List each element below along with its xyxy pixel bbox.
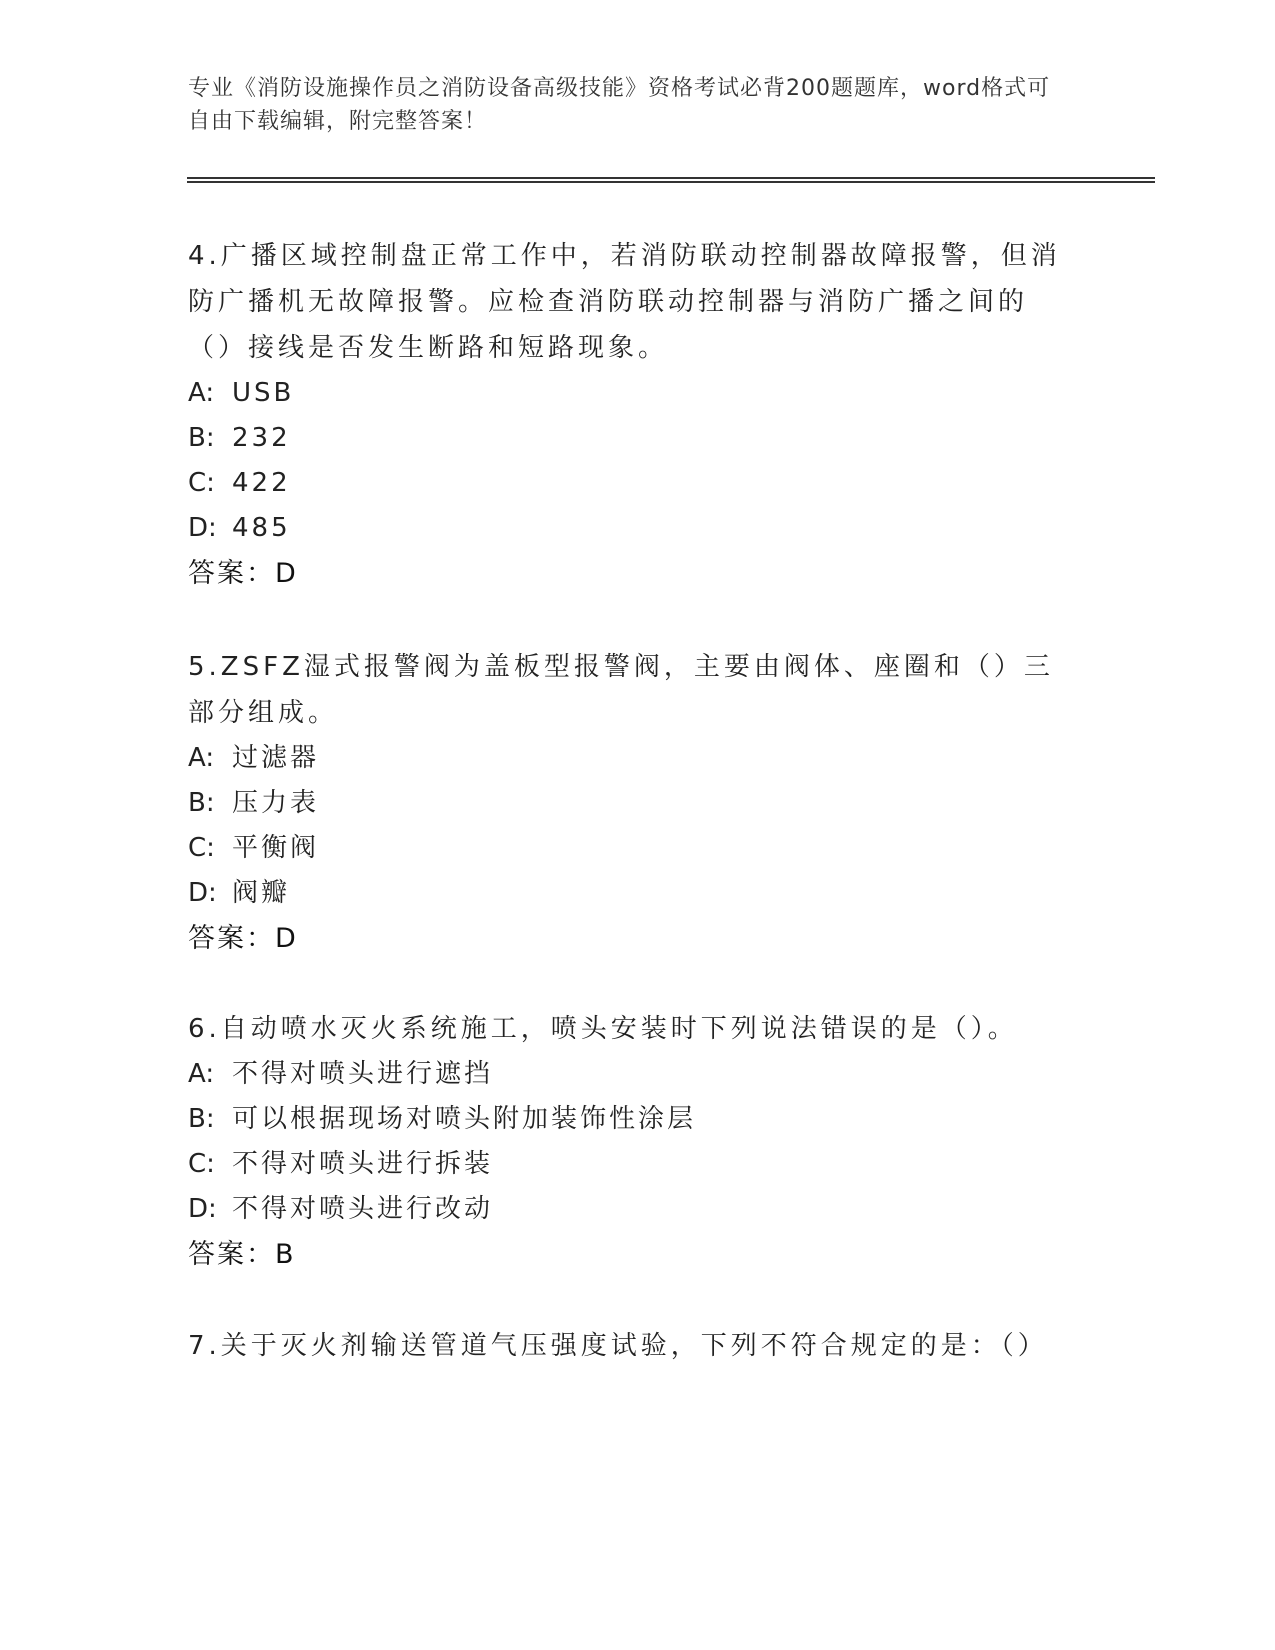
option-letter: D:	[188, 1194, 217, 1224]
option-d	[188, 871, 1068, 916]
option-b	[188, 1097, 1068, 1142]
option-a	[188, 736, 1068, 781]
question-stem: 4.广播区域控制盘正常工作中，若消防联动控制器故障报警，但消防广播机无故障报警。应检查消防联动控制器与消防广播之间的（）接线是否发生断路和短路现象。	[188, 241, 1061, 363]
option-c	[188, 826, 1068, 871]
option-text: 平衡阀	[232, 833, 320, 863]
option-c	[188, 1142, 1068, 1187]
option-text: 可以根据现场对喷头附加装饰性涂层	[232, 1104, 697, 1134]
answer-line: 答案：B	[188, 1239, 296, 1270]
option-text: 不得对喷头进行改动	[232, 1194, 494, 1224]
option-letter: B:	[188, 1104, 215, 1134]
option-text: 485	[232, 513, 291, 543]
question-5	[188, 644, 1068, 962]
option-d	[188, 506, 1068, 551]
option-letter: A:	[188, 378, 215, 408]
option-text: 过滤器	[232, 743, 320, 773]
option-text: 不得对喷头进行拆装	[232, 1149, 494, 1179]
document-header-description: 专业《消防设施操作员之消防设备高级技能》资格考试必背200题题库，word格式可自由下载编辑，附完整答案！	[188, 76, 1051, 134]
question-7	[188, 1323, 1068, 1369]
question-stem: 6.自动喷水灭火系统施工，喷头安装时下列说法错误的是（）。	[188, 1014, 1018, 1044]
question-6	[188, 1006, 1068, 1278]
option-text: 压力表	[232, 788, 320, 818]
answer-line: 答案：D	[188, 558, 298, 589]
option-text: 不得对喷头进行遮挡	[232, 1059, 494, 1089]
question-stem: 7.关于灭火剂输送管道气压强度试验，下列不符合规定的是：（）	[188, 1331, 1048, 1361]
option-d	[188, 1187, 1068, 1232]
answer-line: 答案：D	[188, 923, 298, 954]
option-b	[188, 781, 1068, 826]
option-text: 232	[232, 423, 291, 453]
header-double-rule	[187, 177, 1155, 183]
option-letter: A:	[188, 743, 215, 773]
option-text: USB	[232, 378, 295, 408]
option-text: 422	[232, 468, 291, 498]
option-a	[188, 1052, 1068, 1097]
question-4	[188, 233, 1068, 597]
option-a	[188, 371, 1068, 416]
option-letter: B:	[188, 788, 215, 818]
option-letter: C:	[188, 1149, 215, 1179]
option-text: 阀瓣	[232, 878, 291, 908]
option-c	[188, 461, 1068, 506]
option-letter: A:	[188, 1059, 215, 1089]
option-letter: D:	[188, 878, 217, 908]
option-letter: B:	[188, 423, 215, 453]
option-letter: C:	[188, 468, 215, 498]
option-letter: C:	[188, 833, 215, 863]
question-stem: 5.ZSFZ湿式报警阀为盖板型报警阀，主要由阀体、座圈和（）三部分组成。	[188, 652, 1054, 728]
option-letter: D:	[188, 513, 217, 543]
option-b	[188, 416, 1068, 461]
